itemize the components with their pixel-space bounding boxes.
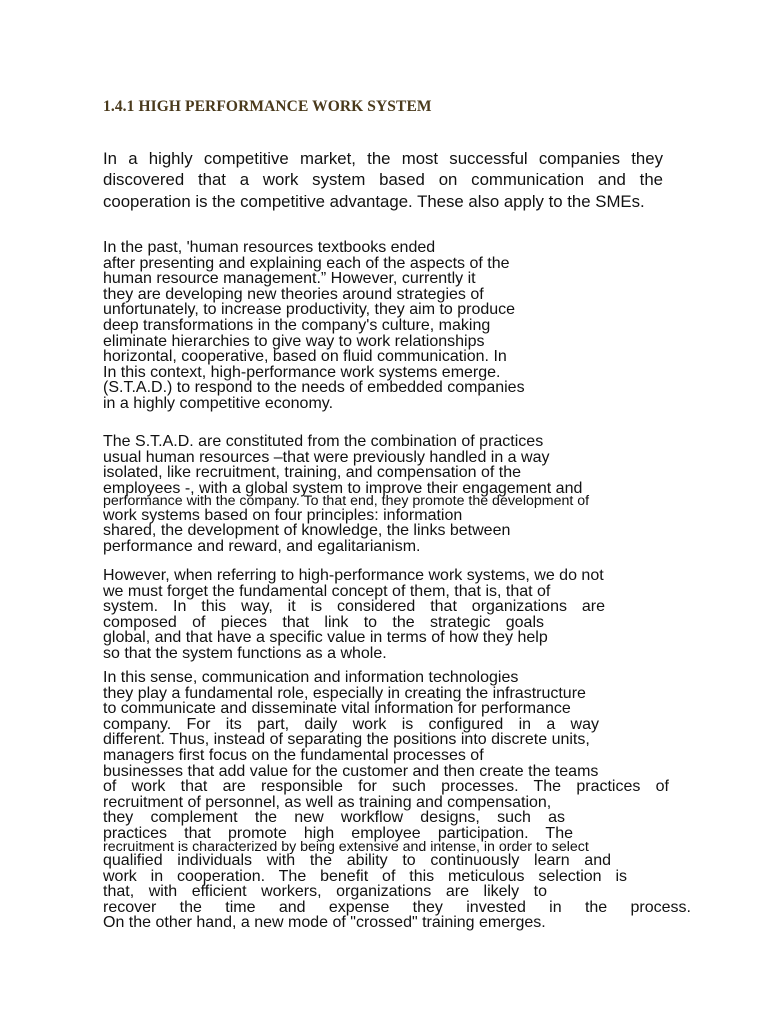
intro-paragraph: In a highly competitive market, the most successful companies they discovered that a work system based on communication and the cooperation is the competitive advantage. These also apply to the SMEs. [103,149,663,211]
text-line: usual human resources –that were previously handled in a way [103,448,550,466]
text-line: unfortunately, to increase productivity, they aim to produce [103,301,516,319]
text-line: that, with efficient workers, organizations are likely to [103,883,547,901]
text-line: employees -, with a global system to improve their engagement and [103,479,583,497]
text-line: work in cooperation. The benefit of this meticulous selection is [103,867,627,885]
text-line: performance and reward, and egalitarianism. [103,537,421,555]
text-line: performance with the company. To that end, they promote the development of [103,493,590,510]
text-line: recover the time and expense they invested in the process. [103,898,691,916]
text-line: they complement the new workflow designs, such as [103,809,565,827]
text-line: deep transformations in the company's culture, making [103,316,491,334]
text-line: so that the system functions as a whole. [103,644,387,662]
text-line: we must forget the fundamental concept of them, that is, that of [103,582,551,600]
text-line: On the other hand, a new mode of "crossed" training emerges. [103,914,546,932]
text-line: different. Thus, instead of separating the positions into discrete units, [103,731,590,749]
paragraph-past-hr [103,240,525,412]
text-line: after presenting and explaining each of the aspects of the [103,254,510,272]
text-line: managers first focus on the fundamental processes of [103,746,484,764]
paragraph-communication-technologies [103,670,691,931]
text-line: human resource management.” However, currently it [103,270,476,288]
text-line: qualified individuals with the ability to continuously learn and [103,851,611,869]
text-line: recruitment is characterized by being extensive and intense, in order to select [103,838,589,855]
text-line: to communicate and disseminate vital information for performance [103,700,571,718]
text-line: eliminate hierarchies to give way to work relationships [103,332,485,350]
text-line: horizontal, cooperative, based on fluid communication. In [103,348,507,366]
text-line: practices that promote high employee participation. The [103,824,573,842]
text-line: work systems based on four principles: information [103,506,463,524]
text-line: In this context, high-performance work systems emerge. [103,363,501,381]
text-line: of work that are responsible for such processes. The practices of [103,778,669,796]
text-line: However, when referring to high-performance work systems, we do not [103,567,604,584]
text-line: they play a fundamental role, especially in creating the infrastructure [103,684,586,702]
text-line: In the past, 'human resources textbooks ended [103,239,436,256]
text-line: shared, the development of knowledge, the links between [103,522,511,540]
text-line: company. For its part, daily work is configured in a way [103,715,599,733]
text-line: (S.T.A.D.) to respond to the needs of embedded companies [103,379,525,397]
section-heading: 1.4.1 HIGH PERFORMANCE WORK SYSTEM [103,98,432,115]
text-line: global, and that have a specific value in terms of how they help [103,629,548,647]
text-line: they are developing new theories around strategies of [103,285,484,303]
text-line: businesses that add value for the customer and then create the teams [103,762,599,780]
text-line: The S.T.A.D. are constituted from the combination of practices [103,433,544,450]
text-line: in a highly competitive economy. [103,394,334,412]
paragraph-stad-practices [103,434,589,555]
text-line: system. In this way, it is considered that organizations are [103,598,605,616]
text-line: recruitment of personnel, as well as training and compensation, [103,793,552,811]
text-line: composed of pieces that link to the strategic goals [103,613,544,631]
text-line: In this sense, communication and information technologies [103,669,519,686]
paragraph-system-concept [103,568,605,662]
text-line: isolated, like recruitment, training, and compensation of the [103,464,522,482]
